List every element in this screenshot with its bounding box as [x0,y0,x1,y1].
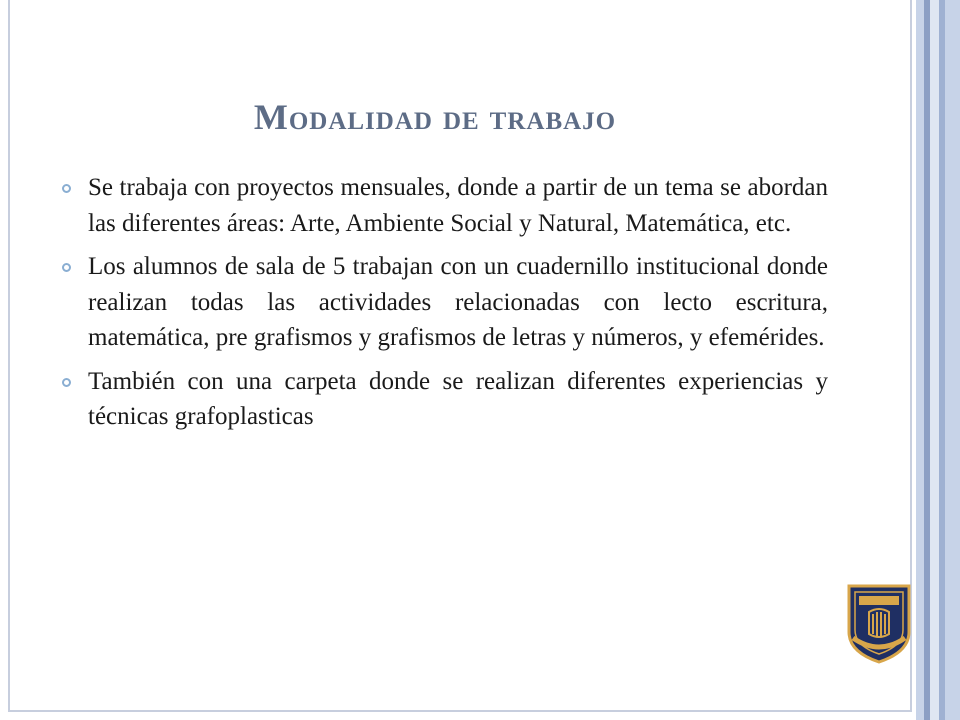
bullet-icon [62,263,71,272]
bullet-icon [62,378,71,387]
bullet-item [60,249,828,356]
bullet-text: Se trabaja con proyectos mensuales, donde a partir de un tema se abordan las diferentes áreas: Arte, Ambiente Social y Natural, Matemática, etc. [88,174,828,237]
bullet-text: También con una carpeta donde se realizan diferentes experiencias y técnicas grafoplasticas [88,367,828,430]
side-decoration [916,0,960,720]
bullet-item [60,170,828,241]
bullet-icon [62,184,71,193]
school-crest-logo [845,582,913,664]
bullet-item [60,364,828,435]
bullet-text: Los alumnos de sala de 5 trabajan con un cuadernillo institucional donde realizan todas las actividades relacionadas con lecto escritura, matemática, pre grafismos y grafismos de letras y números, y efemérides. [88,253,828,351]
slide-content [60,170,828,443]
slide-title: Modalidad de trabajo [253,97,617,137]
